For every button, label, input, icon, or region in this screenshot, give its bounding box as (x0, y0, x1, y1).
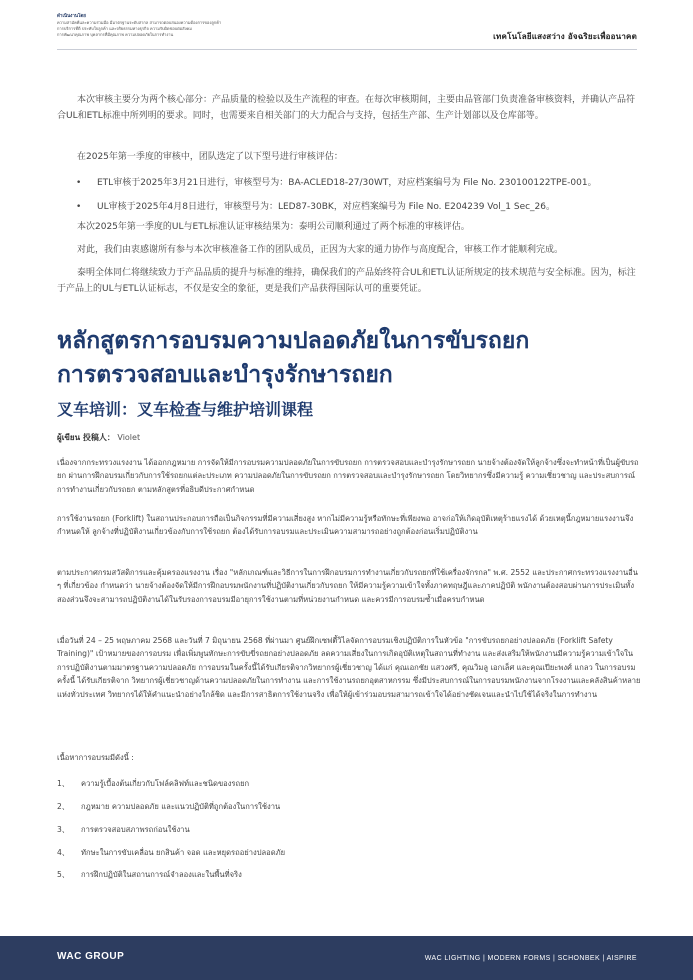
list-item (57, 801, 637, 813)
list-item-text: การฝึกปฏิบัติในสถานการณ์จำลองและในพื้นที่จริง (81, 870, 242, 879)
list-item (57, 847, 637, 859)
footer-logo: WAC GROUP (57, 951, 125, 962)
cn-paragraph-4: 对此，我们由衷感谢所有参与本次审核准备工作的团队成员，正因为大家的通力协作与高度配合，审核工作才能顺利完成。 (77, 245, 564, 255)
cn-bullet-1-text: ETL审核于2025年3月21日进行，审核型号为：BA-ACLED18-27/30WT，对应档案编号为 File No. 230100122TPE-001。 (97, 178, 597, 188)
thai-title-line-2: การตรวจสอบและบำรุงรักษารถยก (57, 361, 393, 387)
footer-brands: WAC LIGHTING | MODERN FORMS | SCHONBEK | AISPIRE (424, 955, 637, 962)
cn-paragraph-5: 泰明全体同仁将继续致力于产品品质的提升与标准的维持，确保我们的产品始终符合UL和ETL认证所规定的技术规范与安全标准。因为，标注于产品上的UL与ETL认证标志，不仅是安全的象征，更是我们产品获得国际认可的重要凭证。 (57, 268, 636, 294)
thai-paragraph-1: เนื่องจากกระทรวงแรงงาน ได้ออกกฎหมาย การจัดให้มีการอบรมความปลอดภัยในการขับรถยก การตรวจสอบและบำรุงรักษารถยก นายจ้างต้องจัดให้ลูกจ้างซึ่งจะทำหน้าที่เป็นผู้ขับรถยก ผ่านการฝึกอบรมเกี่ยวกับการใช้รถยกแต่ละประเภท ความปลอดภัยในการขับรถยก การตรวจสอบและบำรุงรักษารถยก โดยวิทยากรซึ่งมีความรู้ ความเชี่ยวชาญ และประสบการณ์การทำงานเกี่ยวกับรถยก ตามหลักสูตรที่อธิบดีประกาศกำหนด (57, 458, 639, 494)
header-line-2: การบริการที่ดี ประทับใจลูกค้า และจริยธรรมทางธุรกิจ ความรับผิดชอบต่อสังคม (57, 26, 192, 31)
list-item (57, 778, 637, 790)
list-item-text: กฎหมาย ความปลอดภัย และแนวปฏิบัติที่ถูกต้องในการใช้งาน (81, 802, 281, 811)
cn-bullet-2-text: UL审核于2025年4月8日进行，审核型号为：LED87-30BK，对应档案编号为 File No. E204239 Vol_1 Sec_26。 (97, 202, 556, 212)
list-item-text: ความรู้เบื้องต้นเกี่ยวกับโฟล์คลิฟท์และชนิดของรถยก (81, 779, 250, 788)
list-item-number: 1、 (57, 779, 70, 788)
thai-paragraph-2: การใช้งานรถยก (Forklift) ในสถานประกอบการถือเป็นกิจกรรมที่มีความเสี่ยงสูง หากไม่มีความรู้หรือทักษะที่เพียงพอ อาจก่อให้เกิดอุบัติเหตุร้ายแรงได้ ด้วยเหตุนี้กฎหมายแรงงานจึงกำหนดให้ ลูกจ้างที่ปฏิบัติงานเกี่ยวข้องกับการใช้รถยก ต้องได้รับการอบรมและประเมินความสามารถอย่างถูกต้องก่อนเริ่มปฏิบัติงาน (57, 514, 634, 537)
author-label: ผู้เขียน 投稿人： (57, 433, 115, 442)
list-item-number: 4、 (57, 848, 70, 857)
cn-paragraph-1: 本次审核主要分为两个核心部分：产品质量的检验以及生产流程的审查。在每次审核期间，主要由品管部门负责准备审核资料，并确认产品符合UL和ETL标准中所列明的要求。同时，也需要来自相关部门的大力配合与支持，包括生产部、生产计划部以及仓库部等。 (57, 95, 636, 121)
header-line-1: ความสามัคคีและความร่วมมือ มีมาตรฐานระดับสากล สามารถตอบสนองความต้องการของลูกค้า (57, 20, 222, 25)
list-item-text: การตรวจสอบสภาพรถก่อนใช้งาน (81, 825, 190, 834)
bullet-icon: • (76, 202, 82, 212)
thai-paragraph-4: เมื่อวันที่ 24 – 25 พฤษภาคม 2568 และวันที่ 7 มิถุนายน 2568 ที่ผ่านมา ศูนย์ฝึกเซฟตี้วิไลจัดการอบรมเชิงปฏิบัติการในหัวข้อ "การขับรถยกอย่างปลอดภัย (Forklift Safety Training)" เป้าหมายของการอบรม เพื่อเพิ่มพูนทักษะการขับขี่รถยกอย่างปลอดภัย ลดความเสี่ยงในการเกิดอุบัติเหตุในสถานที่ทำงาน และส่งเสริมให้พนักงานมีความรู้ความเข้าใจในการปฏิบัติงานตามมาตรฐานความปลอดภัย การอบรมในครั้งนี้ได้รับเกียรติจากวิทยากรผู้เชี่ยวชาญ ได้แก่ คุณเอกชัย แสวงศรี, คุณวิมลู เอกเล็ศ และคุณเปียะพงศ์ แกลว ในการอบรมครั้งนี้ ได้รับเกียรติจาก วิทยากรผู้เชี่ยวชาญด้านความปลอดภัยในการทำงาน และการใช้งานรถยกอุตสาหกรรม ซึ่งมีประสบการณ์ในการอบรมพนักงานจากโรงงานและคลังสินค้าหลายแห่งทั่วประเทศ วิทยากรได้ให้คำแนะนำอย่างใกล้ชิด และมีการสาธิตการใช้งานจริง เพื่อให้ผู้เข้าร่วมอบรมสามารถเข้าใจได้อย่างชัดเจนและนำไปใช้ได้จริงในการทำงาน (57, 636, 641, 699)
list-item-number: 3、 (57, 825, 70, 834)
list-item-number: 5、 (57, 870, 70, 879)
author-line (57, 431, 140, 444)
list-item (57, 824, 637, 836)
footer-bar (0, 936, 693, 980)
cn-paragraph-3: 本次2025年第一季度的UL与ETL标准认证审核结果为：泰明公司顺利通过了两个标准的审核评估。 (77, 222, 470, 232)
list-item (57, 869, 637, 881)
article-thai-title (57, 323, 657, 391)
list-item-text: ทักษะในการขับเคลื่อน ยกสินค้า จอด และหยุดรถอย่างปลอดภัย (81, 848, 286, 857)
header-company-block (57, 14, 297, 38)
header-slogan: เทคโนโลยีแสงสว่าง อัจฉริยะเพื่ออนาคต (493, 32, 637, 41)
author-name: Violet (117, 433, 141, 442)
header-line-3: การพัฒนาคุณภาพ บุคลากรที่มีคุณภาพ ความปลอดภัยในการทำงาน (57, 32, 174, 37)
article-cn-title: 叉车培训：叉车检查与维护培训课程 (57, 400, 314, 419)
cn-paragraph-2: 在2025年第一季度的审核中，团队选定了以下型号进行审核评估： (77, 152, 343, 162)
header-divider (57, 49, 637, 50)
bullet-icon: • (76, 178, 82, 188)
list-intro: เนื้อหาการอบรมมีดังนี้ : (57, 753, 134, 762)
thai-paragraph-3: ตามประกาศกรมสวัสดิการและคุ้มครองแรงงาน เรื่อง "หลักเกณฑ์และวิธีการในการฝึกอบรมการทำงานเกี่ยวกับรถยกที่ใช้เครื่องจักรกล" พ.ศ. 2552 และประกาศกระทรวงแรงงานอื่น ๆ ที่เกี่ยวข้อง กำหนดว่า นายจ้างต้องจัดให้มีการฝึกอบรมพนักงานที่ปฏิบัติงานเกี่ยวกับรถยก ให้มีความรู้ความเข้าใจทั้งภาคทฤษฎีและภาคปฏิบัติ พนักงานต้องสอบผ่านการประเมินทั้งสองส่วนจึงจะสามารถปฏิบัติงานได้ในรับรองการอบรมมีอายุการใช้งานตามที่หน่วยงานกำหนด และควรมีการอบรมซ้ำเมื่อครบกำหนด (57, 568, 638, 604)
thai-title-line-1: หลักสูตรการอบรมความปลอดภัยในการขับรถยก (57, 327, 530, 353)
header-company: ดำเนินงานโดย (57, 14, 86, 19)
list-item-number: 2、 (57, 802, 70, 811)
